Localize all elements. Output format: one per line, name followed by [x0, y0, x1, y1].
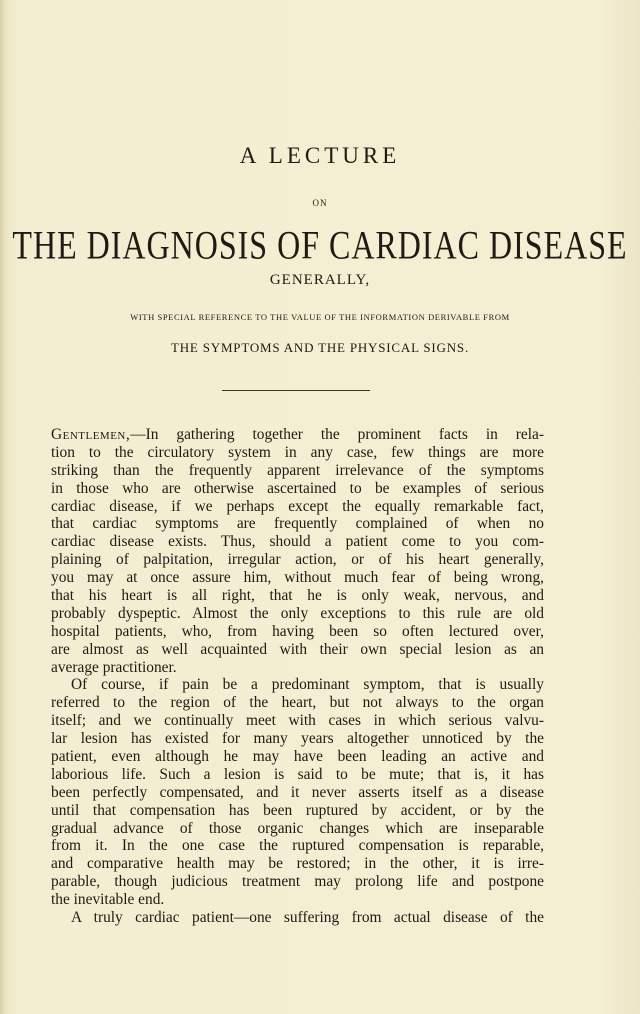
text-line: striking than the frequently apparent irrelevance of the symptoms: [51, 461, 544, 479]
text-line: gradual advance of those organic changes which are inseparable: [51, 819, 544, 837]
text-line: you may at once assure him, without much fear of being wrong,: [51, 569, 544, 587]
text-line: from it. In the one case the ruptured compensation is reparable,: [51, 837, 544, 855]
text-line: been perfectly compensated, and it never asserts itself as a disease: [51, 783, 544, 801]
text-line: plaining of palpitation, irregular action, or of his heart generally,: [51, 551, 544, 569]
text-line: parable, though judicious treatment may prolong life and postpone: [51, 873, 544, 891]
subtitle-symptoms: THE SYMPTOMS AND THE PHYSICAL SIGNS.: [171, 340, 469, 355]
main-title: THE DIAGNOSIS OF CARDIAC DISEASE: [12, 222, 628, 267]
text-line: laborious life. Such a lesion is said to be mute; that is, it has: [51, 765, 544, 783]
text-line: are almost as well acquainted with their own special lesion as an: [51, 640, 544, 658]
salutation: Gentlemen,: [51, 426, 131, 443]
on-heading: ON: [312, 198, 328, 208]
text-line: in those who are otherwise ascertained to be examples of serious: [51, 479, 544, 497]
text-line: and comparative health may be restored; in the other, it is irre-: [51, 855, 544, 873]
subtitle-generally: GENERALLY,: [269, 272, 371, 288]
subtitle-special-reference: WITH SPECIAL REFERENCE TO THE VALUE OF THE INFORMATION DERIVABLE FROM: [130, 312, 510, 322]
text-line: itself; and we continually meet with cases in which serious valvu-: [51, 712, 544, 730]
text-line: cardiac disease exists. Thus, should a patient come to you com-: [51, 533, 544, 551]
text-line: patient, even although he may have been leading an active and: [51, 748, 544, 766]
text-line: probably dyspeptic. Almost the only exceptions to this rule are old: [51, 604, 544, 622]
text-line: A truly cardiac patient—one suffering from actual disease of the: [71, 909, 544, 927]
text-line: average practitioner.: [51, 658, 177, 676]
text-line: lar lesion has existed for many years altogether unnoticed by the: [51, 730, 544, 748]
text-line: tion to the circulatory system in any case, few things are more: [51, 443, 544, 461]
text-line: Of course, if pain be a predominant symptom, that is usually: [71, 676, 544, 694]
text-line: that cardiac symptoms are frequently complained of when no: [51, 515, 544, 533]
text-line-1: [51, 426, 544, 444]
text-line: referred to the region of the heart, but not always to the organ: [51, 694, 544, 712]
text-line: the inevitable end.: [51, 891, 165, 909]
text-line: that his heart is all right, that he is only weak, nervous, and: [51, 587, 544, 605]
text-line: hospital patients, who, from having been so often lectured over,: [51, 622, 544, 640]
text-line: until that compensation has been ruptured by accident, or by the: [51, 801, 544, 819]
text-line: cardiac disease, if we perhaps except the equally remarkable fact,: [51, 497, 544, 515]
body-text: [51, 426, 544, 927]
lecture-heading: A LECTURE: [239, 143, 401, 168]
text-line-1-rest: —In gathering together the prominent facts in rela-: [130, 426, 544, 443]
section-divider: [222, 390, 370, 391]
